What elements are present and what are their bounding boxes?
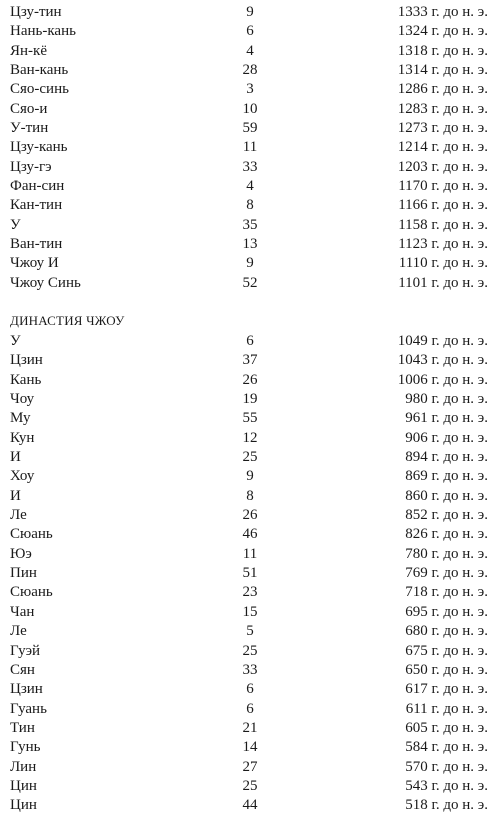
ruler-name: Му [10, 410, 31, 427]
ruler-name: Пин [10, 565, 37, 582]
reign-years: 11 [242, 545, 258, 562]
reign-start-date: 584 г. до н. э. [405, 739, 488, 756]
reign-years: 19 [242, 391, 258, 408]
table-row [0, 254, 500, 273]
ruler-name: Цзу-гэ [10, 158, 52, 175]
reign-years: 25 [242, 449, 258, 466]
table-row [0, 409, 500, 428]
table-row [0, 661, 500, 680]
reign-start-date: 543 г. до н. э. [405, 777, 488, 794]
reign-years: 6 [246, 681, 254, 698]
table-row [0, 371, 500, 390]
reign-start-date: 1049 г. до н. э. [397, 333, 488, 349]
reign-years: 33 [242, 158, 258, 175]
reign-years: 4 [246, 178, 254, 195]
reign-start-date: 852 г. до н. э. [405, 507, 488, 524]
reign-years: 6 [246, 23, 254, 40]
ruler-name: Тин [10, 719, 35, 736]
table-row [0, 80, 500, 99]
ruler-name: Ле [10, 623, 27, 640]
reign-years: 3 [246, 81, 254, 98]
reign-years: 26 [242, 507, 258, 524]
table-row [0, 332, 500, 351]
ruler-name: Ван-тин [10, 236, 63, 253]
table-row [0, 642, 500, 661]
ruler-name: Хоу [10, 468, 35, 485]
reign-years: 8 [246, 487, 254, 504]
reign-years: 13 [242, 236, 258, 253]
reign-start-date: 869 г. до н. э. [405, 468, 488, 485]
ruler-name: Кань [10, 371, 42, 388]
reign-start-date: 826 г. до н. э. [405, 526, 488, 543]
ruler-name: Лин [10, 758, 37, 775]
reign-years: 25 [242, 642, 258, 659]
ruler-name: Чжоу Синь [10, 274, 81, 291]
reign-years: 5 [246, 623, 254, 640]
table-row [0, 119, 500, 138]
table-row [0, 274, 500, 293]
reign-years: 9 [246, 468, 254, 485]
ruler-name: Юэ [10, 545, 32, 562]
ruler-name: Сюань [10, 584, 53, 601]
reign-start-date: 611 г. до н. э. [405, 700, 488, 717]
table-row [0, 796, 500, 815]
section-heading-zhou-dynasty: ДИНАСТИЯ ЧЖОУ [10, 313, 125, 328]
ruler-name: Цзин [10, 352, 43, 369]
table-row [0, 758, 500, 777]
table-row [0, 61, 500, 80]
reign-years: 10 [242, 100, 258, 117]
table-row [0, 525, 500, 544]
reign-start-date: 570 г. до н. э. [405, 758, 488, 775]
reign-start-date: 695 г. до н. э. [405, 603, 488, 620]
ruler-name: Фан-син [10, 178, 65, 195]
reign-start-date: 605 г. до н. э. [405, 719, 488, 736]
table-row [0, 235, 500, 254]
reign-start-date: 718 г. до н. э. [405, 584, 488, 601]
table-row [0, 351, 500, 370]
table-row [0, 196, 500, 215]
ruler-name: Гуань [10, 700, 47, 717]
reign-years: 14 [242, 739, 258, 756]
ruler-name: Цин [10, 797, 37, 814]
ruler-name: Цзу-кань [10, 139, 68, 156]
table-row [0, 177, 500, 196]
reign-start-date: 860 г. до н. э. [405, 487, 488, 504]
reign-start-date: 1158 г. до н. э. [398, 216, 488, 233]
reign-years: 52 [242, 274, 258, 291]
ruler-name: Чан [10, 603, 35, 620]
ruler-name: И [10, 449, 21, 466]
reign-years: 8 [246, 197, 254, 214]
reign-years: 51 [242, 565, 258, 582]
table-row [0, 719, 500, 738]
reign-years: 9 [246, 255, 254, 272]
table-row [0, 700, 500, 719]
reign-start-date: 1318 г. до н. э. [397, 42, 488, 59]
ruler-name: Цзин [10, 681, 43, 698]
table-row [0, 100, 500, 119]
ruler-name: Кун [10, 429, 35, 446]
reign-years: 27 [242, 758, 258, 775]
reign-start-date: 518 г. до н. э. [405, 797, 488, 814]
reign-start-date: 1273 г. до н. э. [397, 120, 488, 137]
ruler-name: Кан-тин [10, 197, 63, 214]
table-row [0, 22, 500, 41]
reign-years: 6 [246, 333, 254, 349]
reign-start-date: 961 г. до н. э. [405, 410, 488, 427]
reign-years: 46 [242, 526, 258, 543]
reign-start-date: 980 г. до н. э. [405, 391, 488, 408]
reign-years: 55 [242, 410, 258, 427]
table-row [0, 448, 500, 467]
reign-years: 44 [242, 797, 258, 814]
reign-start-date: 1324 г. до н. э. [397, 23, 488, 40]
ruler-name: Сяо-и [10, 100, 48, 117]
reign-start-date: 1203 г. до н. э. [397, 158, 488, 175]
ruler-name: Нань-кань [10, 23, 76, 40]
table-row [0, 158, 500, 177]
table-row [0, 216, 500, 235]
reign-years: 15 [242, 603, 258, 620]
reign-years: 33 [242, 661, 258, 678]
table-row [0, 429, 500, 448]
ruler-name: У [10, 333, 21, 349]
reign-years: 37 [242, 352, 258, 369]
ruler-name: Ян-кё [10, 42, 47, 59]
reign-start-date: 1006 г. до н. э. [397, 371, 488, 388]
table-row [0, 564, 500, 583]
reign-years: 4 [246, 42, 254, 59]
reign-start-date: 769 г. до н. э. [405, 565, 488, 582]
reign-start-date: 1170 г. до н. э. [398, 178, 488, 195]
table-row [0, 738, 500, 757]
ruler-name: Сян [10, 661, 35, 678]
table-row [0, 506, 500, 525]
ruler-name: Цин [10, 777, 37, 794]
table-row [0, 138, 500, 157]
reign-start-date: 1043 г. до н. э. [397, 352, 488, 369]
ruler-name: У-тин [10, 120, 49, 137]
ruler-name: Сяо-синь [10, 81, 69, 98]
reign-start-date: 680 г. до н. э. [405, 623, 488, 640]
reign-years: 12 [242, 429, 258, 446]
ruler-name: Сюань [10, 526, 53, 543]
ruler-name: И [10, 487, 21, 504]
reign-years: 26 [242, 371, 258, 388]
reign-start-date: 780 г. до н. э. [405, 545, 488, 562]
reign-years: 35 [242, 216, 258, 233]
reign-start-date: 675 г. до н. э. [405, 642, 488, 659]
table-row [0, 390, 500, 409]
reign-years: 9 [246, 4, 254, 20]
reign-start-date: 1110 г. до н. э. [398, 255, 488, 272]
table-row [0, 680, 500, 699]
reign-years: 25 [242, 777, 258, 794]
reign-start-date: 894 г. до н. э. [405, 449, 488, 466]
table-row [0, 545, 500, 564]
reign-start-date: 1314 г. до н. э. [397, 62, 488, 79]
zhou-rulers-table [0, 332, 500, 816]
reign-start-date: 1123 г. до н. э. [398, 236, 488, 253]
table-row [0, 603, 500, 622]
table-row [0, 487, 500, 506]
ruler-name: Ле [10, 507, 27, 524]
reign-start-date: 650 г. до н. э. [405, 661, 488, 678]
reign-years: 11 [242, 139, 258, 156]
table-row [0, 42, 500, 61]
ruler-name: Цзу-тин [10, 4, 62, 20]
ruler-name: Гунь [10, 739, 41, 756]
shang-rulers-table [0, 3, 500, 293]
ruler-name: Чоу [10, 391, 35, 408]
reign-start-date: 617 г. до н. э. [405, 681, 488, 698]
reign-years: 28 [242, 62, 258, 79]
ruler-name: У [10, 216, 21, 233]
table-row [0, 777, 500, 796]
reign-years: 59 [242, 120, 258, 137]
reign-years: 23 [242, 584, 258, 601]
reign-start-date: 906 г. до н. э. [405, 429, 488, 446]
reign-years: 21 [242, 719, 258, 736]
reign-years: 6 [246, 700, 254, 717]
table-row [0, 3, 500, 22]
reign-start-date: 1166 г. до н. э. [398, 197, 488, 214]
ruler-name: Ван-кань [10, 62, 69, 79]
reign-start-date: 1286 г. до н. э. [397, 81, 488, 98]
reign-start-date: 1101 г. до н. э. [398, 274, 488, 291]
ruler-name: Гуэй [10, 642, 41, 659]
ruler-name: Чжоу И [10, 255, 59, 272]
reign-start-date: 1333 г. до н. э. [397, 4, 488, 20]
reign-start-date: 1283 г. до н. э. [397, 100, 488, 117]
reign-start-date: 1214 г. до н. э. [397, 139, 488, 156]
table-row [0, 622, 500, 641]
table-row [0, 583, 500, 602]
table-row [0, 467, 500, 486]
